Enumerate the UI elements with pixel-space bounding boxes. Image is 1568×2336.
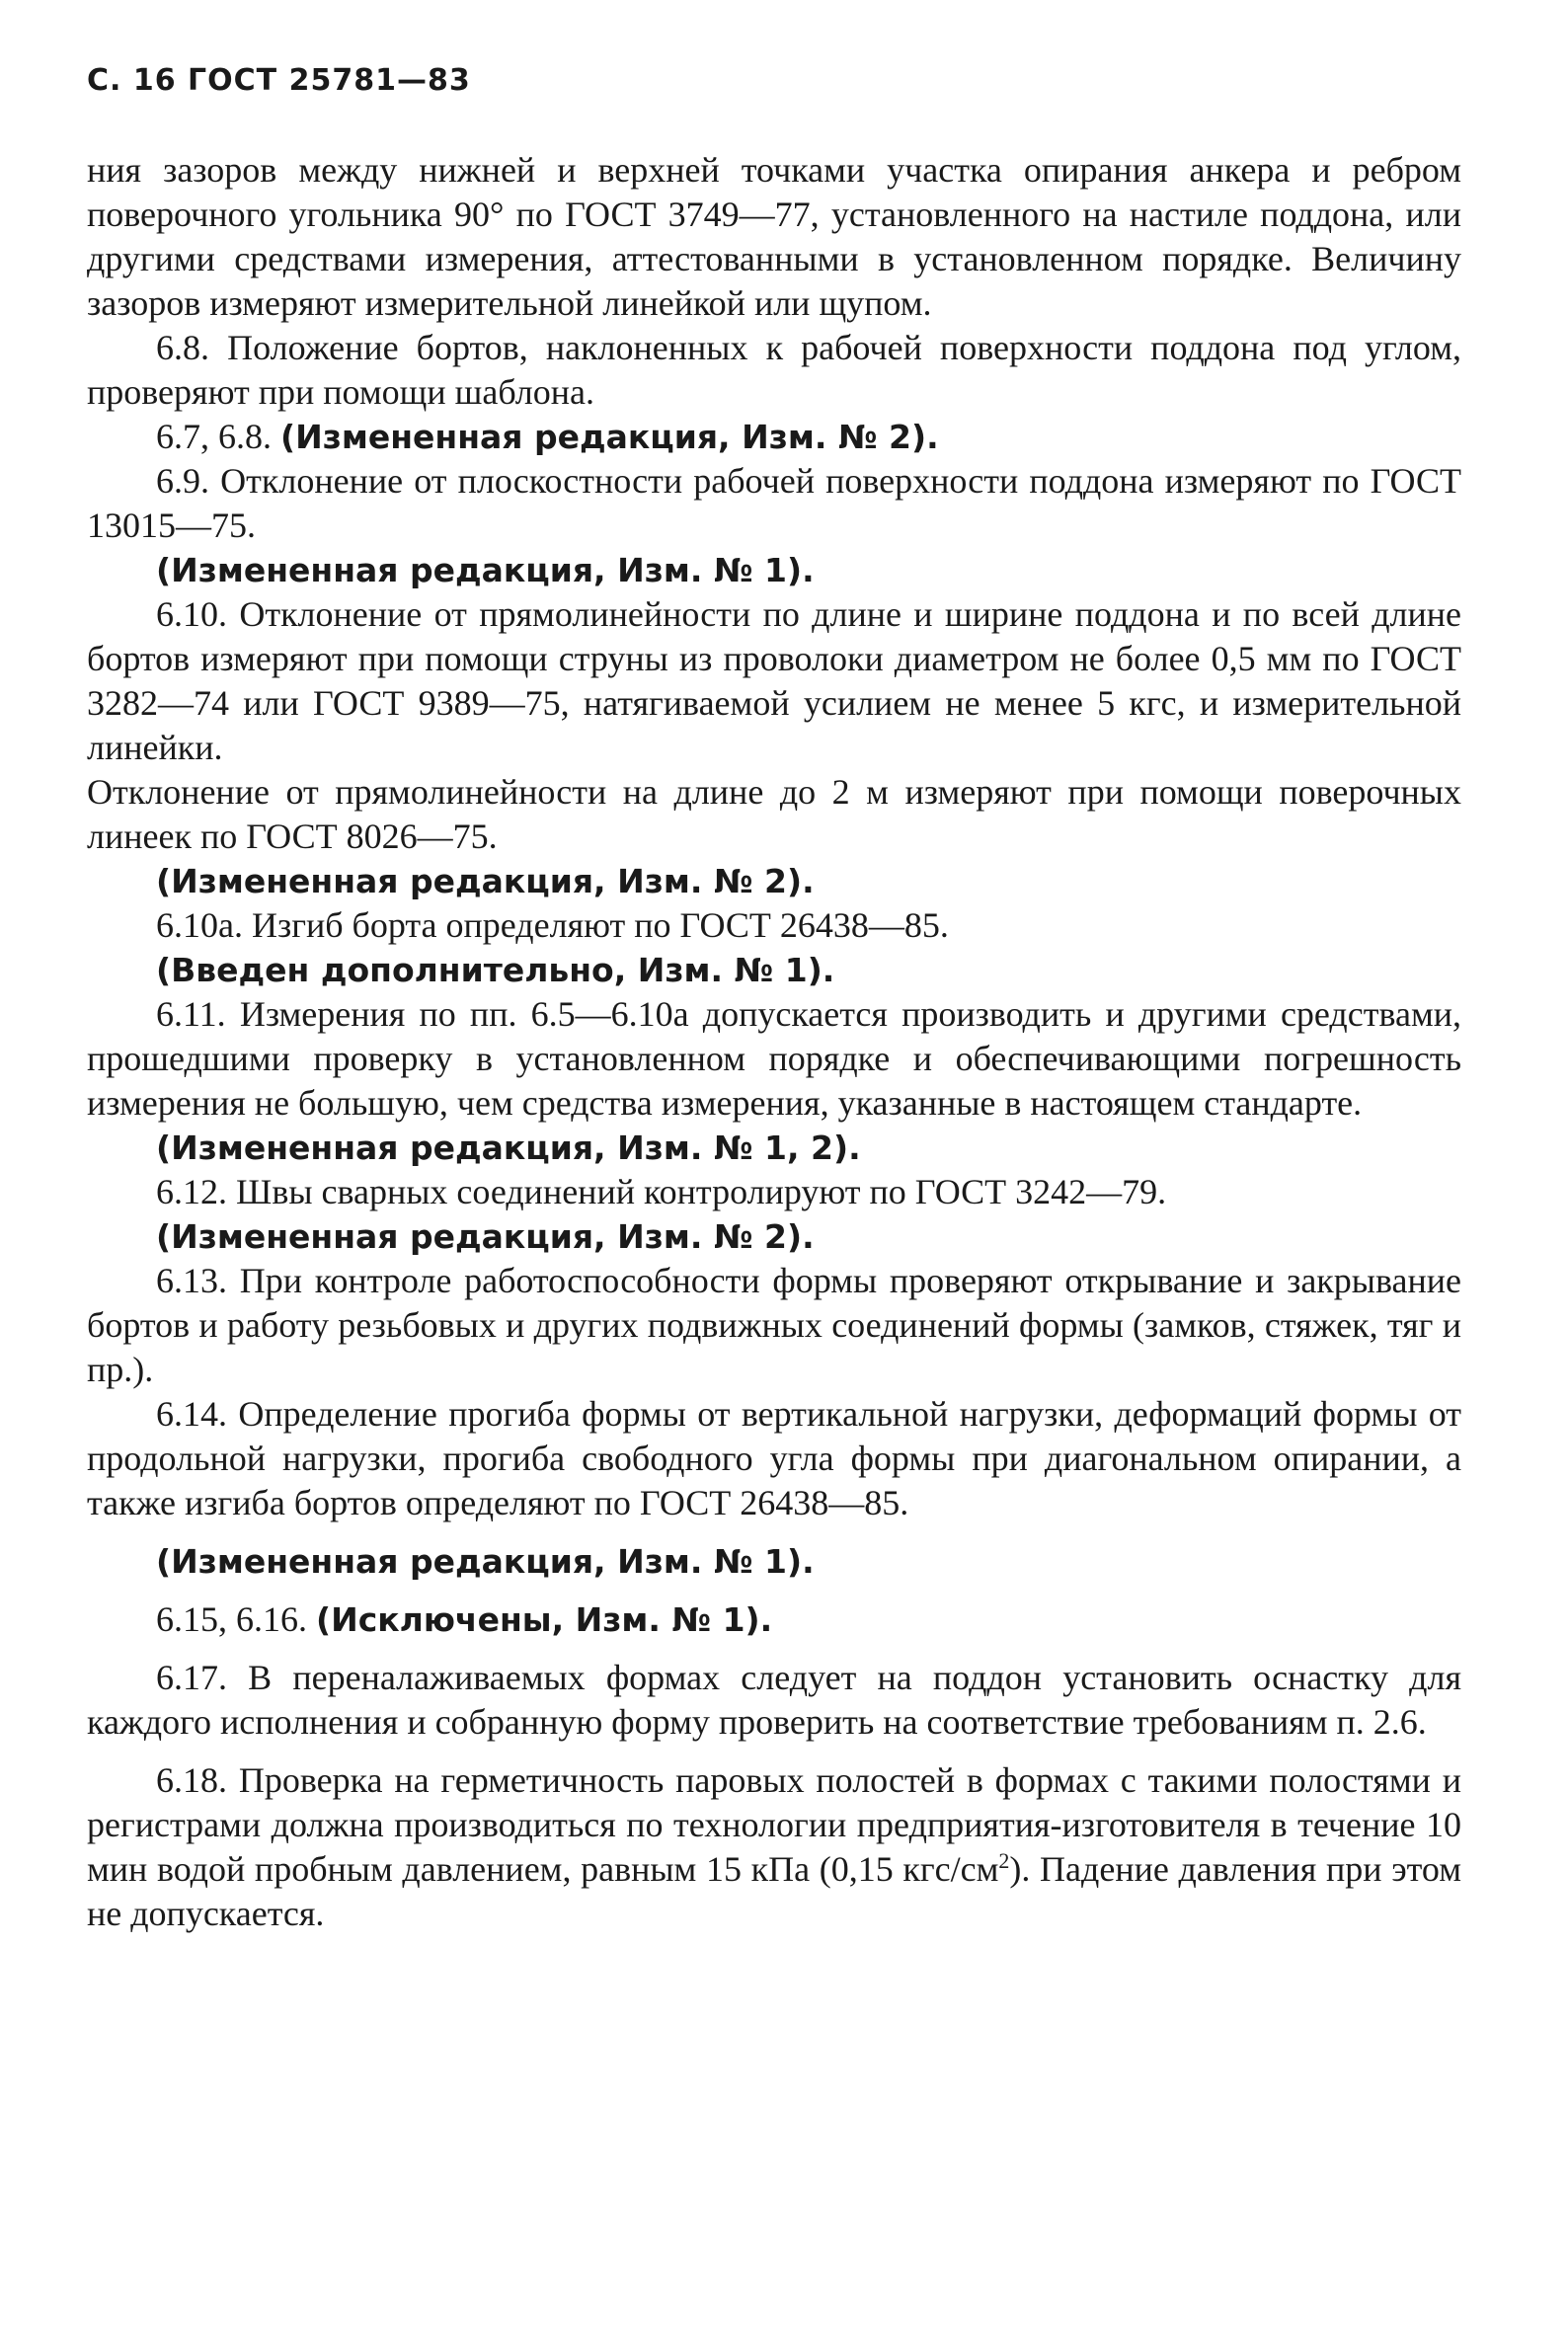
paragraph-6-11: 6.11. Измерения по пп. 6.5—6.10а допускается производить и другими средствами, прошедшими проверку в установленном порядке и обеспечивающими погрешность измерения не большую, чем средства измерения, указанные в настоящем стандарте.: [87, 994, 1461, 1123]
amendment-note-6-10: (Измененная редакция, Изм. № 2).: [156, 862, 815, 900]
amendment-note-6-10a: (Введен дополнительно, Изм. № 1).: [156, 951, 835, 989]
paragraph-6-12: 6.12. Швы сварных соединений контролируют по ГОСТ 3242—79.: [156, 1172, 1167, 1211]
paragraph-6-18-text-end: ). Падение давления при этом не допускается.: [87, 1849, 1461, 1933]
amendment-text: (Измененная редакция, Изм. № 2).: [280, 418, 939, 456]
amendment-note-6-7-6-8: [87, 415, 1461, 459]
clause-numbers: 6.15, 6.16.: [156, 1599, 307, 1639]
paragraph-6-13: 6.13. При контроле работоспособности формы проверяют открывание и закрывание бортов и работу резьбовых и других подвижных соединений формы (замков, стяжек, тяг и пр.).: [87, 1261, 1461, 1389]
paragraph-6-10a: 6.10а. Изгиб борта определяют по ГОСТ 26438—85.: [156, 905, 949, 945]
document-body: [87, 148, 1461, 1936]
paragraph-6-9: 6.9. Отклонение от плоскостности рабочей поверхности поддона измеряют по ГОСТ 13015—75.: [87, 461, 1461, 545]
paragraph-6-18: [87, 1758, 1461, 1936]
page-header: С. 16 ГОСТ 25781—83: [87, 63, 471, 98]
amendment-note-6-11: (Измененная редакция, Изм. № 1, 2).: [156, 1129, 861, 1167]
paragraph-6-10-cont: Отклонение от прямолинейности на длине до 2 м измеряют при помощи поверочных линеек по ГОСТ 8026—75.: [87, 772, 1461, 856]
exclusion-text: (Исключены, Изм. № 1).: [316, 1600, 773, 1639]
amendment-note-6-14: (Измененная редакция, Изм. № 1).: [156, 1542, 815, 1581]
amendment-note-6-9: (Измененная редакция, Изм. № 1).: [156, 551, 815, 589]
paragraph-6-17: 6.17. В переналаживаемых формах следует на поддон установить оснастку для каждого исполнения и собранную форму проверить на соответствие требованиям п. 2.6.: [87, 1658, 1461, 1742]
paragraph-6-14: 6.14. Определение прогиба формы от вертикальной нагрузки, деформаций формы от продольной нагрузки, прогиба свободного угла формы при диагональном опирании, а также изгиба бортов определяют по ГОСТ 26438—85.: [87, 1394, 1461, 1522]
amendment-note-6-12: (Измененная редакция, Изм. № 2).: [156, 1217, 815, 1256]
paragraph-continuation: ния зазоров между нижней и верхней точками участка опирания анкера и ребром поверочного угольника 90° по ГОСТ 3749—77, установленного на настиле поддона, или другими средствами измерения, аттестованными в установленном порядке. Величину зазоров измеряют измерительной линейкой или щупом.: [87, 150, 1461, 323]
paragraph-6-18-text: 6.18. Проверка на герметичность паровых полостей в формах с такими полостями и регистрами должна производиться по технологии предприятия-изготовителя в течение 10 мин водой пробным давлением, равным 15 кПа (0,15 кгс/см: [87, 1760, 1461, 1889]
paragraph-6-10: 6.10. Отклонение от прямолинейности по длине и ширине поддона и по всей длине бортов измеряют при помощи струны из проволоки диаметром не более 0,5 мм по ГОСТ 3282—74 или ГОСТ 9389—75, натягиваемой усилием не менее 5 кгс, и измерительной линейки.: [87, 594, 1461, 767]
superscript: 2: [998, 1848, 1010, 1873]
paragraph-6-15-6-16: [87, 1597, 1461, 1642]
clause-numbers: 6.7, 6.8.: [156, 417, 272, 456]
paragraph-6-8: 6.8. Положение бортов, наклоненных к рабочей поверхности поддона под углом, проверяют при помощи шаблона.: [87, 328, 1461, 412]
